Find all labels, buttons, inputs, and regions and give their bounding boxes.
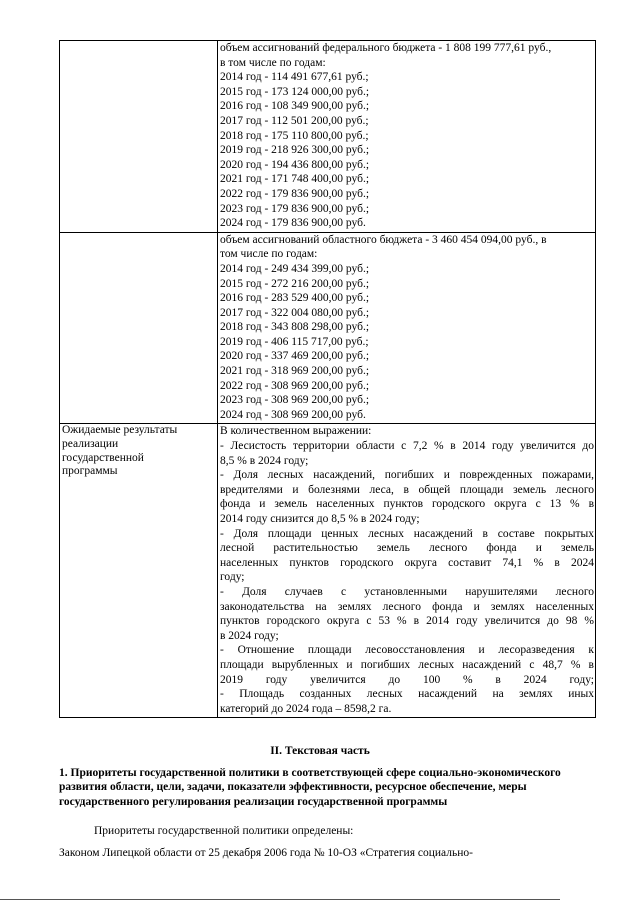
text-line: 2024 год - 308 969 200,00 руб.	[220, 408, 366, 421]
text-line: 2019 год - 218 926 300,00 руб.;	[220, 144, 370, 157]
text-line: - Лесистость территории области с 7,2 % в 2014 году увеличится до	[220, 440, 594, 453]
expected-results-label-lines	[62, 424, 216, 478]
text-line: 2015 год - 173 124 000,00 руб.;	[220, 85, 370, 98]
expected-results-label	[60, 424, 218, 718]
text-line: 2014 год - 249 434 399,00 руб.;	[220, 262, 370, 275]
regional-budget-cell	[218, 232, 596, 424]
text-line: 2017 год - 322 004 080,00 руб.;	[220, 306, 370, 319]
text-line: объем ассигнований областного бюджета - 3 460 454 094,00 руб., в	[220, 233, 547, 246]
text-line: 2014 год - 114 491 677,61 руб.;	[220, 71, 369, 84]
text-line: 8,5 % в 2024 году;	[220, 454, 309, 467]
text-line: 2018 год - 175 110 800,00 руб.;	[220, 129, 369, 142]
row-label-cell	[60, 41, 218, 233]
footer-rule	[0, 899, 560, 900]
section-title: II. Текстовая часть	[270, 745, 370, 757]
regional-budget-lines	[220, 233, 594, 423]
text-line: 2016 год - 283 529 400,00 руб.;	[220, 292, 370, 305]
text-line: площади вырубленных и погибших лесных насаждений с 48,7 % в	[220, 658, 594, 671]
text-line: фонда и земель населенных пунктов городского округа с 13 % в	[220, 498, 594, 511]
text-line: - Доля площади ценных лесных насаждений в составе покрытых	[220, 527, 594, 540]
text-line: - Площадь созданных лесных насаждений на землях иных	[220, 688, 594, 701]
program-passport-table	[59, 40, 596, 718]
text-line: 2020 год - 337 469 200,00 руб.;	[220, 350, 370, 363]
expected-results-cell	[218, 424, 596, 718]
text-line: в том числе по годам:	[220, 56, 326, 69]
text-line: В количественном выражении:	[220, 425, 372, 438]
paragraph: Законом Липецкой области от 25 декабря 2006 года № 10-ОЗ «Стратегия социально-	[59, 847, 473, 859]
text-line: 2023 год - 179 836 900,00 руб.;	[220, 202, 370, 215]
text-line: 2019 году увеличится до 100 % в 2024 году;	[220, 673, 594, 686]
text-line: категорий до 2024 года – 8598,2 га.	[220, 702, 392, 715]
text-line: 2016 год - 108 349 900,00 руб.;	[220, 100, 370, 113]
table-row	[60, 232, 596, 424]
table-row	[60, 424, 596, 718]
text-line: - Отношение площади лесовосстановления и лесоразведения к	[220, 644, 594, 657]
text-line: 2021 год - 171 748 400,00 руб.;	[220, 173, 370, 186]
text-line: - Доля лесных насаждений, погибших и поврежденных пожарами,	[220, 469, 594, 482]
text-line: 2019 год - 406 115 717,00 руб.;	[220, 335, 369, 348]
text-line: году;	[220, 571, 245, 584]
federal-budget-cell	[218, 41, 596, 233]
section-heading: 1. Приоритеты государственной политики в соответствующей сфере социально-экономического развития области, цели, задачи, показатели эффективности, ресурсное обеспечение, меры государственного регулирования реализации государственной программы	[59, 767, 561, 808]
text-line: 2015 год - 272 216 200,00 руб.;	[220, 277, 370, 290]
text-line: 2023 год - 308 969 200,00 руб.;	[220, 394, 370, 407]
text-line: 2017 год - 112 501 200,00 руб.;	[220, 114, 369, 127]
text-line: программы	[62, 465, 118, 478]
text-line: - Доля случаев с установленными нарушителями лесного	[220, 585, 594, 598]
text-line: 2014 году снизится до 8,5 % в 2024 году;	[220, 513, 420, 525]
federal-budget-lines	[220, 41, 594, 231]
text-line: 2020 год - 194 436 800,00 руб.;	[220, 158, 370, 171]
text-line: 2024 год - 179 836 900,00 руб.	[220, 217, 366, 230]
expected-results-lines	[220, 424, 594, 716]
text-line: вредителями и болезнями леса, в общей площади земель лесного	[220, 483, 594, 496]
text-line: 2022 год - 179 836 900,00 руб.;	[220, 187, 370, 200]
table-row	[60, 41, 596, 233]
row-label-cell	[60, 232, 218, 424]
text-line: пунктов городского округа с 53 % в 2014 году увеличится до 98 %	[220, 615, 594, 628]
text-line: населенных пунктов городского округа составит 74,1 % в 2024	[220, 556, 594, 569]
text-line: объем ассигнований федерального бюджета - 1 808 199 777,61 руб.,	[220, 42, 552, 54]
text-line: Ожидаемые результаты	[62, 424, 178, 437]
text-line: том числе по годам:	[220, 248, 318, 261]
paragraph: Приоритеты государственной политики определены:	[94, 825, 354, 837]
text-line: государственной	[62, 451, 144, 464]
text-line: реализации	[62, 438, 119, 451]
text-line: законодательства на землях лесного фонда и землях населенных	[220, 600, 594, 613]
text-line: лесной растительностью земель лесного фонда и земель	[220, 542, 594, 555]
text-line: 2022 год - 308 969 200,00 руб.;	[220, 379, 370, 392]
text-line: 2021 год - 318 969 200,00 руб.;	[220, 365, 370, 378]
text-line: 2018 год - 343 808 298,00 руб.;	[220, 321, 370, 334]
text-line: в 2024 году;	[220, 629, 279, 642]
